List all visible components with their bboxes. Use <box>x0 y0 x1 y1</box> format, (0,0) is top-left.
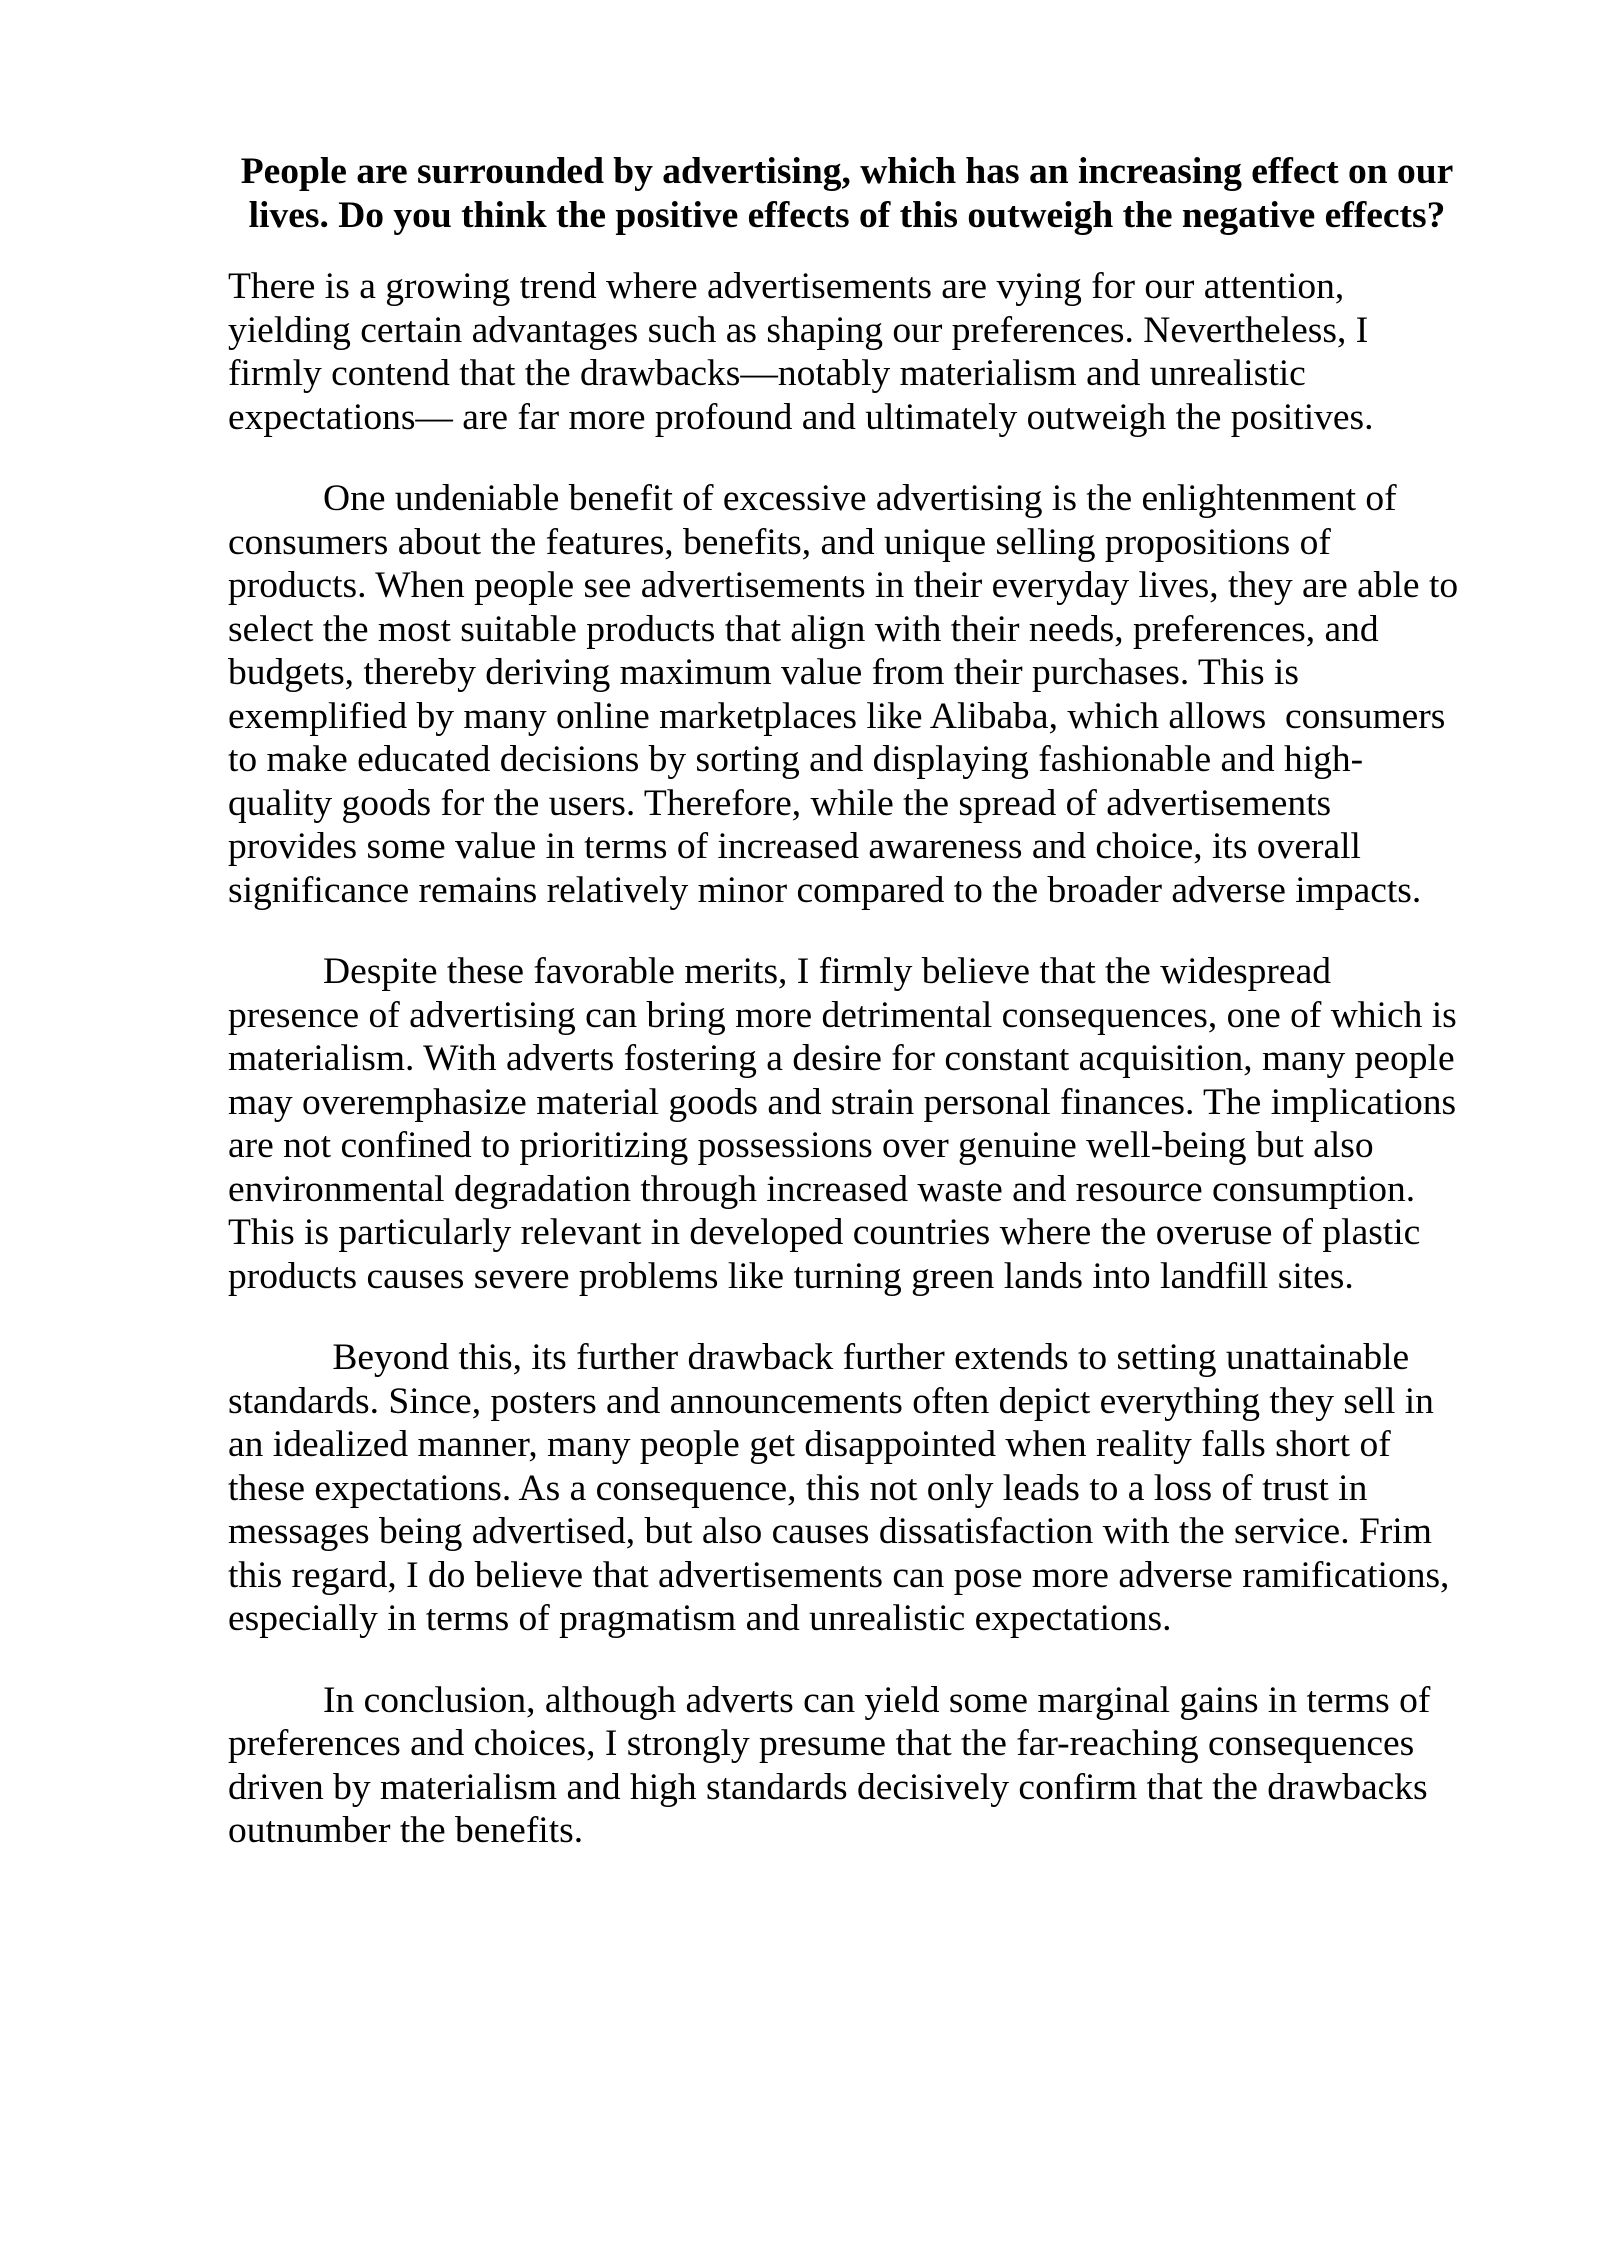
essay-paragraph-body-1: One undeniable benefit of excessive advertising is the enlightenment of consumers about the features, benefits, and unique selling propositions of products. When people see advertisements in their everyday lives, they are able to select the most suitable products that align with their needs, preferences, and budgets, thereby deriving maximum value from their purchases. This is exemplified by many online marketplaces like Alibaba, which allows consumers to make educated decisions by sorting and displaying fashionable and high-quality goods for the users. Therefore, while the spread of advertisements provides some value in terms of increased awareness and choice, its overall significance remains relatively minor compared to the broader adverse impacts. <box>228 478 1468 911</box>
essay-paragraph-conclusion: In conclusion, although adverts can yield some marginal gains in terms of preferences and choices, I strongly presume that the far-reaching consequences driven by materialism and high standards decisively confirm that the drawbacks outnumber the benefits. <box>228 1679 1440 1851</box>
essay-paragraph-body-2: Despite these favorable merits, I firmly believe that the widespread presence of advertising can bring more detrimental consequences, one of which is materialism. With adverts fostering a desire for constant acquisition, many people may overemphasize material goods and strain personal finances. The implications are not confined to prioritizing possessions over genuine well-being but also environmental degradation through increased waste and resource consumption. This is particularly relevant in developed countries where the overuse of plastic products causes severe problems like turning green lands into landfill sites. <box>228 951 1467 1297</box>
essay-paragraph-intro: There is a growing trend where advertisements are vying for our attention, yielding certain advantages such as shaping our preferences. Nevertheless, I firmly contend that the drawbacks—notably materialism and unrealistic expectations— are far more profound and ultimately outweigh the positives. <box>228 266 1378 438</box>
essay-paragraph-body-3: Beyond this, its further drawback further extends to setting unattainable standards. Since, posters and announcements often depict everything they sell in an idealized manner, many people get disappointed when reality falls short of these expectations. As a consequence, this not only leads to a loss of trust in messages being advertised, but also causes dissatisfaction with the service. Frim this regard, I do believe that advertisements can pose more adverse ramifications, especially in terms of pragmatism and unrealistic expectations. <box>228 1337 1459 1639</box>
essay-title: People are surrounded by advertising, which has an increasing effect on our lives. Do you think the positive effects of this outweigh the negative effects? <box>240 151 1463 236</box>
